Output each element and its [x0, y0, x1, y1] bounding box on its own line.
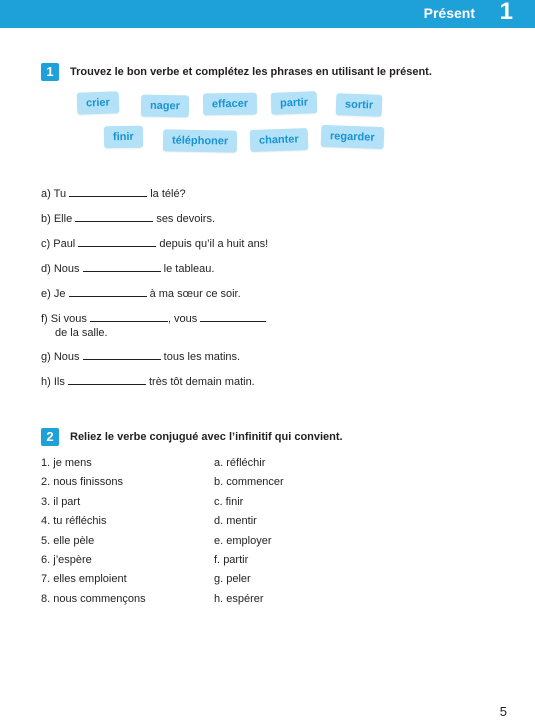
- item-text: je mens: [53, 457, 92, 469]
- item-text: employer: [226, 535, 272, 547]
- item-text: peler: [226, 573, 251, 585]
- item-number: 2.: [41, 476, 51, 488]
- sentence-a: [41, 186, 186, 200]
- sentence-e: [41, 286, 241, 300]
- header-bar: [0, 0, 535, 28]
- item-letter: g.: [214, 573, 224, 585]
- sentence-h: [41, 374, 255, 388]
- item-text: réfléchir: [226, 457, 266, 469]
- sentence-b: [41, 211, 215, 225]
- item-text: espérer: [226, 593, 264, 605]
- sentence-label: g): [41, 351, 51, 363]
- sentence-before: Ils: [53, 376, 65, 388]
- conjugated-verb-item[interactable]: [41, 573, 127, 585]
- conjugated-verb-item[interactable]: [41, 593, 146, 605]
- item-letter: b.: [214, 476, 224, 488]
- infinitive-item[interactable]: [214, 476, 284, 488]
- conjugated-verb-item[interactable]: [41, 554, 92, 566]
- page-number: 5: [499, 704, 507, 719]
- sentence-before: Paul: [53, 238, 76, 250]
- item-text: elles emploient: [53, 573, 127, 585]
- answer-blank[interactable]: [75, 211, 153, 222]
- exercise-1-instruction: Trouvez le bon verbe et complétez les phrases en utilisant le présent.: [70, 66, 432, 78]
- sentence-after: depuis qu’il a huit ans!: [159, 238, 269, 250]
- conjugated-verb-item[interactable]: [41, 496, 80, 508]
- item-text: finir: [225, 496, 244, 508]
- chapter-number: 1: [499, 0, 513, 25]
- item-letter: a.: [214, 457, 224, 469]
- verb-chip: téléphoner: [163, 129, 238, 152]
- sentence-g: [41, 349, 240, 363]
- sentence-label: d): [41, 263, 51, 275]
- answer-blank[interactable]: [83, 349, 161, 360]
- verb-chip: regarder: [321, 125, 384, 149]
- sentence-after: le tableau.: [163, 263, 215, 275]
- sentence-label: e): [41, 288, 51, 300]
- sentence-after: tous les matins.: [163, 351, 241, 363]
- item-number: 7.: [41, 573, 51, 585]
- item-number: 5.: [41, 535, 51, 547]
- item-number: 8.: [41, 593, 51, 605]
- sentence-c: [41, 236, 268, 250]
- verb-chip: nager: [141, 95, 189, 118]
- item-text: nous finissons: [53, 476, 123, 488]
- chapter-title: Présent: [423, 5, 475, 21]
- sentence-before: Je: [53, 288, 66, 300]
- item-text: elle pèle: [53, 535, 95, 547]
- verb-chip: crier: [77, 91, 120, 114]
- item-text: mentir: [226, 515, 257, 527]
- item-text: il part: [53, 496, 81, 508]
- sentence-after: ses devoirs.: [156, 213, 216, 225]
- conjugated-verb-item[interactable]: [41, 476, 123, 488]
- sentence-before: Tu: [53, 188, 67, 200]
- sentence-label: c): [41, 238, 51, 250]
- item-text: nous commençons: [53, 593, 146, 605]
- item-number: 1.: [41, 457, 51, 469]
- item-text: commencer: [226, 476, 284, 488]
- exercise-2-instruction: Reliez le verbe conjugué avec l’infinitif qui convient.: [70, 431, 343, 443]
- conjugated-verb-item[interactable]: [41, 535, 94, 547]
- sentence-d: [41, 261, 214, 275]
- infinitive-item[interactable]: [214, 457, 265, 469]
- item-number: 6.: [41, 554, 51, 566]
- sentence-f: [41, 311, 266, 339]
- item-letter: h.: [214, 593, 224, 605]
- verb-chip: chanter: [250, 128, 308, 152]
- answer-blank[interactable]: [78, 236, 156, 247]
- infinitive-item[interactable]: [214, 496, 243, 508]
- conjugated-verb-item[interactable]: [41, 515, 106, 527]
- sentence-before: Nous: [53, 263, 80, 275]
- infinitive-item[interactable]: [214, 554, 248, 566]
- verb-chip: finir: [104, 126, 143, 149]
- item-text: j’espère: [53, 554, 92, 566]
- answer-blank[interactable]: [69, 186, 147, 197]
- sentence-after: à ma sœur ce soir.: [149, 288, 241, 300]
- sentence-before: Nous: [53, 351, 80, 363]
- item-letter: e.: [214, 535, 224, 547]
- exercise-1-badge: 1: [41, 63, 59, 81]
- verb-chip: partir: [271, 91, 318, 115]
- sentence-before: Si vous: [50, 313, 87, 325]
- answer-blank[interactable]: [69, 286, 147, 297]
- answer-blank[interactable]: [68, 374, 146, 385]
- answer-blank[interactable]: [83, 261, 161, 272]
- sentence-label: h): [41, 376, 51, 388]
- sentence-after: très tôt demain matin.: [148, 376, 255, 388]
- answer-blank[interactable]: [200, 311, 266, 322]
- item-number: 4.: [41, 515, 51, 527]
- sentence-before: Elle: [53, 213, 73, 225]
- item-letter: f.: [214, 554, 221, 566]
- infinitive-item[interactable]: [214, 535, 272, 547]
- infinitive-item[interactable]: [214, 593, 264, 605]
- sentence-middle: , vous: [167, 313, 198, 325]
- item-letter: c.: [214, 496, 223, 508]
- infinitive-item[interactable]: [214, 573, 251, 585]
- sentence-label: f): [41, 313, 48, 325]
- verb-chip: sortir: [336, 93, 383, 117]
- item-text: partir: [223, 554, 249, 566]
- infinitive-item[interactable]: [214, 515, 257, 527]
- conjugated-verb-item[interactable]: [41, 457, 92, 469]
- item-number: 3.: [41, 496, 51, 508]
- sentence-label: a): [41, 188, 51, 200]
- sentence-label: b): [41, 213, 51, 225]
- answer-blank[interactable]: [90, 311, 168, 322]
- verb-chip: effacer: [203, 93, 257, 116]
- item-letter: d.: [214, 515, 224, 527]
- exercise-2-badge: 2: [41, 428, 59, 446]
- item-text: tu réfléchis: [53, 515, 107, 527]
- sentence-after: la télé?: [150, 188, 186, 200]
- sentence-continuation: de la salle.: [55, 327, 108, 339]
